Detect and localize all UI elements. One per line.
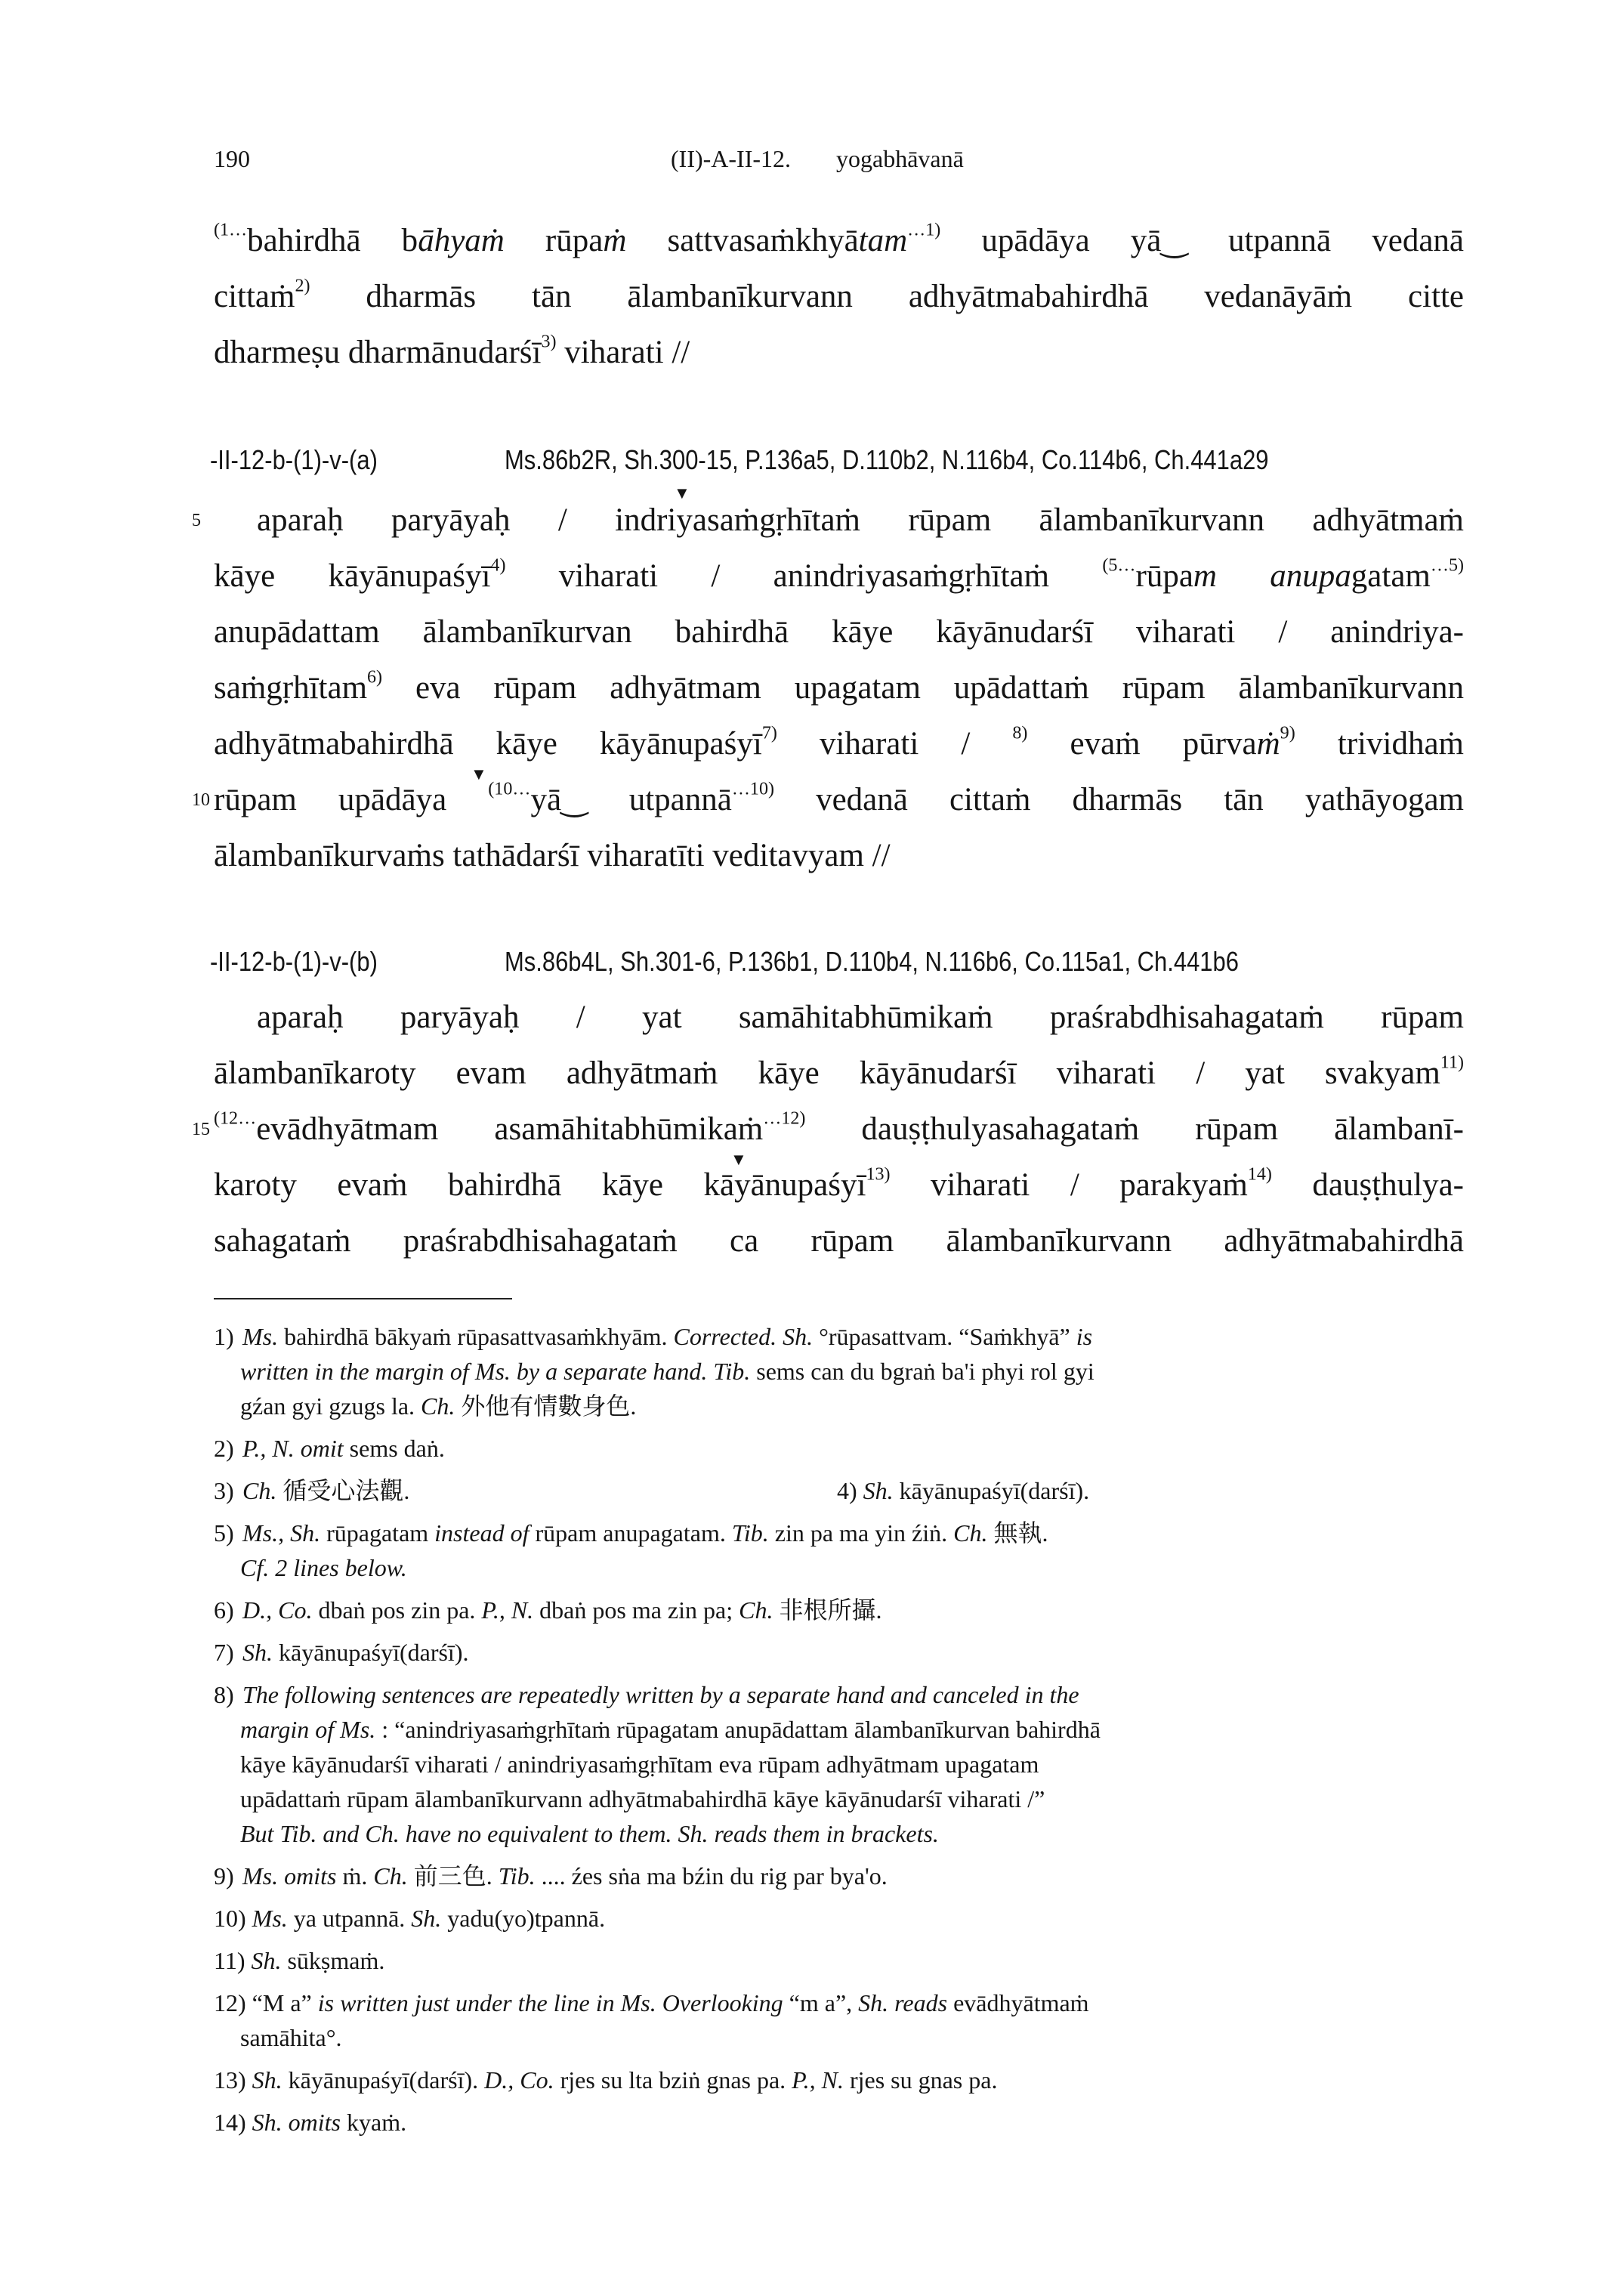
section-refs-a: Ms.86b2R, Sh.300-15, P.136a5, D.110b2, N.116b4, Co.114b6, Ch.441a29 xyxy=(505,444,1269,475)
text-line-9: rūpam upādāya $^{(10\dots}$yā‿ utpannā$^{\dots 10)}$ vedanā cittaṁ dharmās tān yathāyogam xyxy=(214,779,1465,817)
text-line-14: karoty evaṁ bahirdhā kāye kāyānupaśyī$^{13)}$ viharati / parakyaṁ$^{14)}$ dauṣṭhulya- xyxy=(214,1164,1465,1203)
line-number-15: 15 xyxy=(192,1120,210,1139)
section-id-b: -II-12-b-(1)-v-(b) xyxy=(210,946,378,977)
footnote-3: 3) Ch. 循受心法觀. xyxy=(214,1477,410,1504)
footnote-5-line-2: Cf. 2 lines below. xyxy=(240,1554,407,1581)
footnote-12: 12) “M a” is written just under the line in Ms. Overlooking “m a”, Sh. reads evādhyātmaṁ xyxy=(214,1989,1089,2016)
section-label: (II)-A-II-12. xyxy=(671,145,792,172)
footnote-13: 13) Sh. kāyānupaśyī(darśī). D., Co. rjes su lta bziṅ gnas pa. P., N. rjes su gnas pa. xyxy=(214,2066,998,2094)
footnote-14: 14) Sh. omits kyaṁ. xyxy=(214,2109,407,2136)
text-line-4: aparaḥ paryāyaḥ / indriyasaṁgṛhītaṁ rūpam ālambanīkurvann adhyātmaṁ xyxy=(257,502,1464,538)
text-line-11: aparaḥ paryāyaḥ / yat samāhitabhūmikaṁ praśrabdhisahagataṁ rūpam xyxy=(257,1000,1464,1035)
footnote-1-line-3: gźan gyi gzugs la. Ch. 外他有情數身色. xyxy=(240,1392,637,1420)
footnote-11: 11) Sh. sūkṣmaṁ. xyxy=(214,1947,385,1974)
footnote-5: 5) Ms., Sh. rūpagatam instead of rūpam anupagatam. Tib. zin pa ma yin źiṅ. Ch. 無執. xyxy=(214,1519,1048,1547)
text-line-6: anupādattam ālambanīkurvan bahirdhā kāye kāyānudarśī viharati / anindriya- xyxy=(214,614,1464,650)
footnote-8-line-2: margin of Ms. : “anindriyasaṁgṛhītaṁ rūpagatam anupādattam ālambanīkurvan bahirdhā xyxy=(240,1716,1101,1743)
insertion-mark: ▼ xyxy=(730,1150,747,1169)
footnote-8-line-3: kāye kāyānudarśī viharati / anindriyasaṁgṛhītam eva rūpam adhyātmam upagatam xyxy=(240,1751,1039,1778)
text-line-10: ālambanīkurvaṁs tathādarśī viharatīti veditavyam // xyxy=(214,838,891,873)
footnote-1-line-2: written in the margin of Ms. by a separate hand. Tib. sems can du bgraṅ ba'i phyi rol gyi xyxy=(240,1358,1095,1385)
footnote-6: 6) D., Co. dbaṅ pos zin pa. P., N. dbaṅ pos ma zin pa; Ch. 非根所攝. xyxy=(214,1596,882,1624)
running-header xyxy=(671,145,964,173)
section-id-a: -II-12-b-(1)-v-(a) xyxy=(210,444,378,475)
footnote-2: 2) P., N. omit sems daṅ. xyxy=(214,1435,445,1462)
line-number-10: 10 xyxy=(192,790,210,810)
footnote-10: 10) Ms. ya utpannā. Sh. yadu(yo)tpannā. xyxy=(214,1905,606,1932)
text-line-2: cittaṁ$^{2)}$ dharmās tān ālambanīkurvann adhyātmabahirdhā vedanāyāṁ citte xyxy=(214,276,1464,314)
footnote-9: 9) Ms. omits ṁ. Ch. 前三色. Tib. .... źes sṅa ma bźin du rig par bya'o. xyxy=(214,1862,888,1890)
page-number: 190 xyxy=(214,145,250,172)
line-number-5: 5 xyxy=(192,511,201,530)
footnote-rule xyxy=(214,1298,512,1299)
text-line-13: $^{(12\dots}$evādhyātmam asamāhitabhūmikaṁ$^{\dots 12)}$ dauṣṭhulyasahagataṁ rūpam ālambanī- xyxy=(214,1108,1464,1147)
text-line-12: ālambanīkaroty evam adhyātmaṁ kāye kāyānudarśī viharati / yat svakyam$^{11)}$ xyxy=(214,1052,1464,1091)
footnote-12-line-2: samāhita°. xyxy=(240,2024,342,2051)
footnote-8: 8) The following sentences are repeatedly written by a separate hand and canceled in the xyxy=(214,1681,1079,1708)
text-line-3: dharmeṣu dharmānudarśī$^{3)}$ viharati // xyxy=(214,332,690,370)
footnote-8-line-4: upādattaṁ rūpam ālambanīkurvann adhyātmabahirdhā kāye kāyānudarśī viharati /” xyxy=(240,1785,1045,1812)
text-line-8: adhyātmabahirdhā kāye kāyānupaśyī$^{7)}$ viharati / $^{8)}$ evaṁ pūrvaṁ$^{9)}$ trividhaṁ xyxy=(214,723,1464,762)
footnote-8-line-5: But Tib. and Ch. have no equivalent to them. Sh. reads them in brackets. xyxy=(240,1820,939,1847)
text-line-1: $^{(1\dots}$bahirdhā bāhyaṁ rūpaṁ sattvasaṁkhyātam$^{\dots 1)}$ upādāya yā‿ utpannā vedanā xyxy=(214,220,1465,258)
text-line-7: saṁgṛhītam$^{6)}$ eva rūpam adhyātmam upagatam upādattaṁ rūpam ālambanīkurvann xyxy=(214,667,1464,706)
text-line-5: kāye kāyānupaśyī$^{4)}$ viharati / anindriyasaṁgṛhītaṁ $^{(5\dots}$rūpam anupagatam$^{\dots 5)}$ xyxy=(214,555,1464,594)
chapter-title: yogabhāvanā xyxy=(836,145,964,172)
footnote-4: 4) Sh. kāyānupaśyī(darśī). xyxy=(837,1477,1090,1504)
footnote-7: 7) Sh. kāyānupaśyī(darśī). xyxy=(214,1639,469,1666)
footnote-1: 1) Ms. bahirdhā bākyaṁ rūpasattvasaṁkhyām. Corrected. Sh. °rūpasattvam. “Saṁkhyā” is xyxy=(214,1323,1093,1350)
insertion-mark: ▼ xyxy=(471,765,487,783)
section-refs-b: Ms.86b4L, Sh.301-6, P.136b1, D.110b4, N.116b6, Co.115a1, Ch.441b6 xyxy=(505,946,1239,977)
text-line-15: sahagataṁ praśrabdhisahagataṁ ca rūpam ālambanīkurvann adhyātmabahirdhā xyxy=(214,1223,1464,1259)
insertion-mark: ▼ xyxy=(674,484,690,502)
